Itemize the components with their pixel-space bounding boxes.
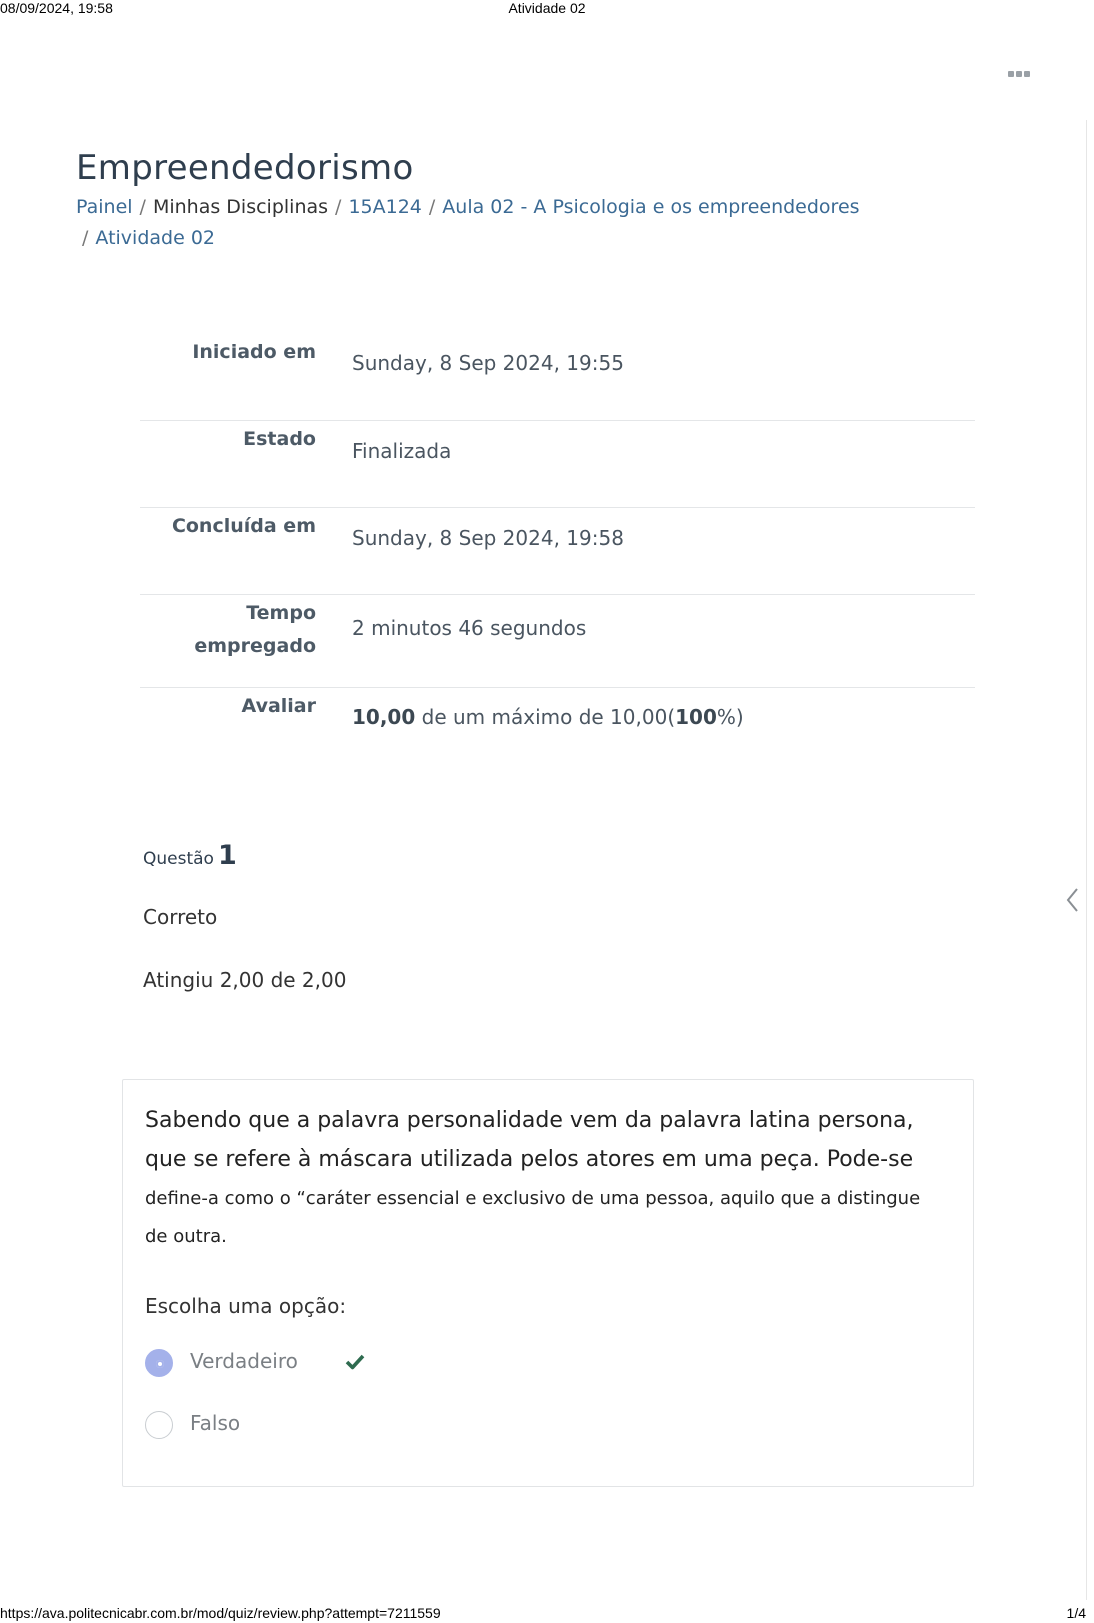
page-title: Empreendedorismo [76,148,414,188]
check-icon [345,1352,365,1372]
summary-value-completed: Sunday, 8 Sep 2024, 19:58 [352,526,624,550]
drawer-divider [1086,120,1087,1600]
summary-value-started: Sunday, 8 Sep 2024, 19:55 [352,351,624,375]
breadcrumb-my-courses: Minhas Disciplinas [152,196,329,218]
breadcrumb: Painel / Minhas Disciplinas / 15A124 / Aula 02 - A Psicologia e os empreendedores / Atividade 02 [76,196,860,249]
summary-label-started: Iniciado em [192,341,316,363]
summary-label-grade: Avaliar [241,695,316,717]
question-title [143,840,237,871]
answer-prompt: Escolha uma opção: [145,1294,347,1318]
breadcrumb-course-code[interactable]: 15A124 [348,196,422,218]
breadcrumb-lesson[interactable]: Aula 02 - A Psicologia e os empreendedores [442,196,860,218]
grade-max-text: de um máximo de 10,00( [415,705,676,729]
breadcrumb-dashboard[interactable]: Painel [76,196,133,218]
radio-false[interactable] [145,1411,173,1439]
question-info [143,840,347,992]
summary-label-completed: Concluída em [171,515,316,537]
print-header [0,0,1094,18]
grade-percent-suffix: %) [716,705,744,729]
print-footer [0,1605,1094,1623]
question-text [145,1102,945,1256]
option-true-label: Verdadeiro [190,1349,298,1373]
grade-percent: 100 [675,705,717,729]
summary-row-time [140,595,975,688]
option-false-label: Falso [190,1411,241,1435]
summary-label-time [140,597,316,663]
chevron-left-icon[interactable] [1062,885,1084,915]
question-grade: Atingiu 2,00 de 2,00 [143,968,347,992]
question-state: Correto [143,905,218,929]
summary-label-time-2: empregado [194,635,316,657]
summary-value-state: Finalizada [352,439,452,463]
breadcrumb-activity[interactable]: Atividade 02 [95,227,215,249]
summary-row-grade [140,688,975,768]
question-card [122,1079,974,1487]
radio-true[interactable] [145,1349,173,1377]
print-url: https://ava.politecnicabr.com.br/mod/quiz/review.php?attempt=7211559 [0,1605,441,1621]
question-number: 1 [217,840,237,871]
print-page: 1/4 [1066,1605,1086,1621]
question-label: Questão [143,849,214,869]
more-dots-icon[interactable] [1008,67,1034,81]
summary-label-time-1: Tempo [246,602,316,624]
question-text-main: Sabendo que a palavra personalidade vem da palavra latina persona, que se refere à máscara utilizada pelos atores em uma peça. Pode-se [145,1108,914,1172]
summary-row-state [140,421,975,508]
summary-label-state: Estado [243,428,316,450]
summary-value-time: 2 minutos 46 segundos [352,616,587,640]
print-datetime: 08/09/2024, 19:58 [0,0,113,16]
question-text-tail: define-a como o “caráter essencial e exclusivo de uma pessoa, aquilo que a distingue de outra. [145,1188,921,1247]
summary-row-completed [140,508,975,595]
print-title: Atividade 02 [508,0,586,16]
summary-value-grade [352,702,744,732]
grade-score: 10,00 [352,705,416,729]
summary-row-started [140,340,975,421]
attempt-summary [140,340,975,768]
